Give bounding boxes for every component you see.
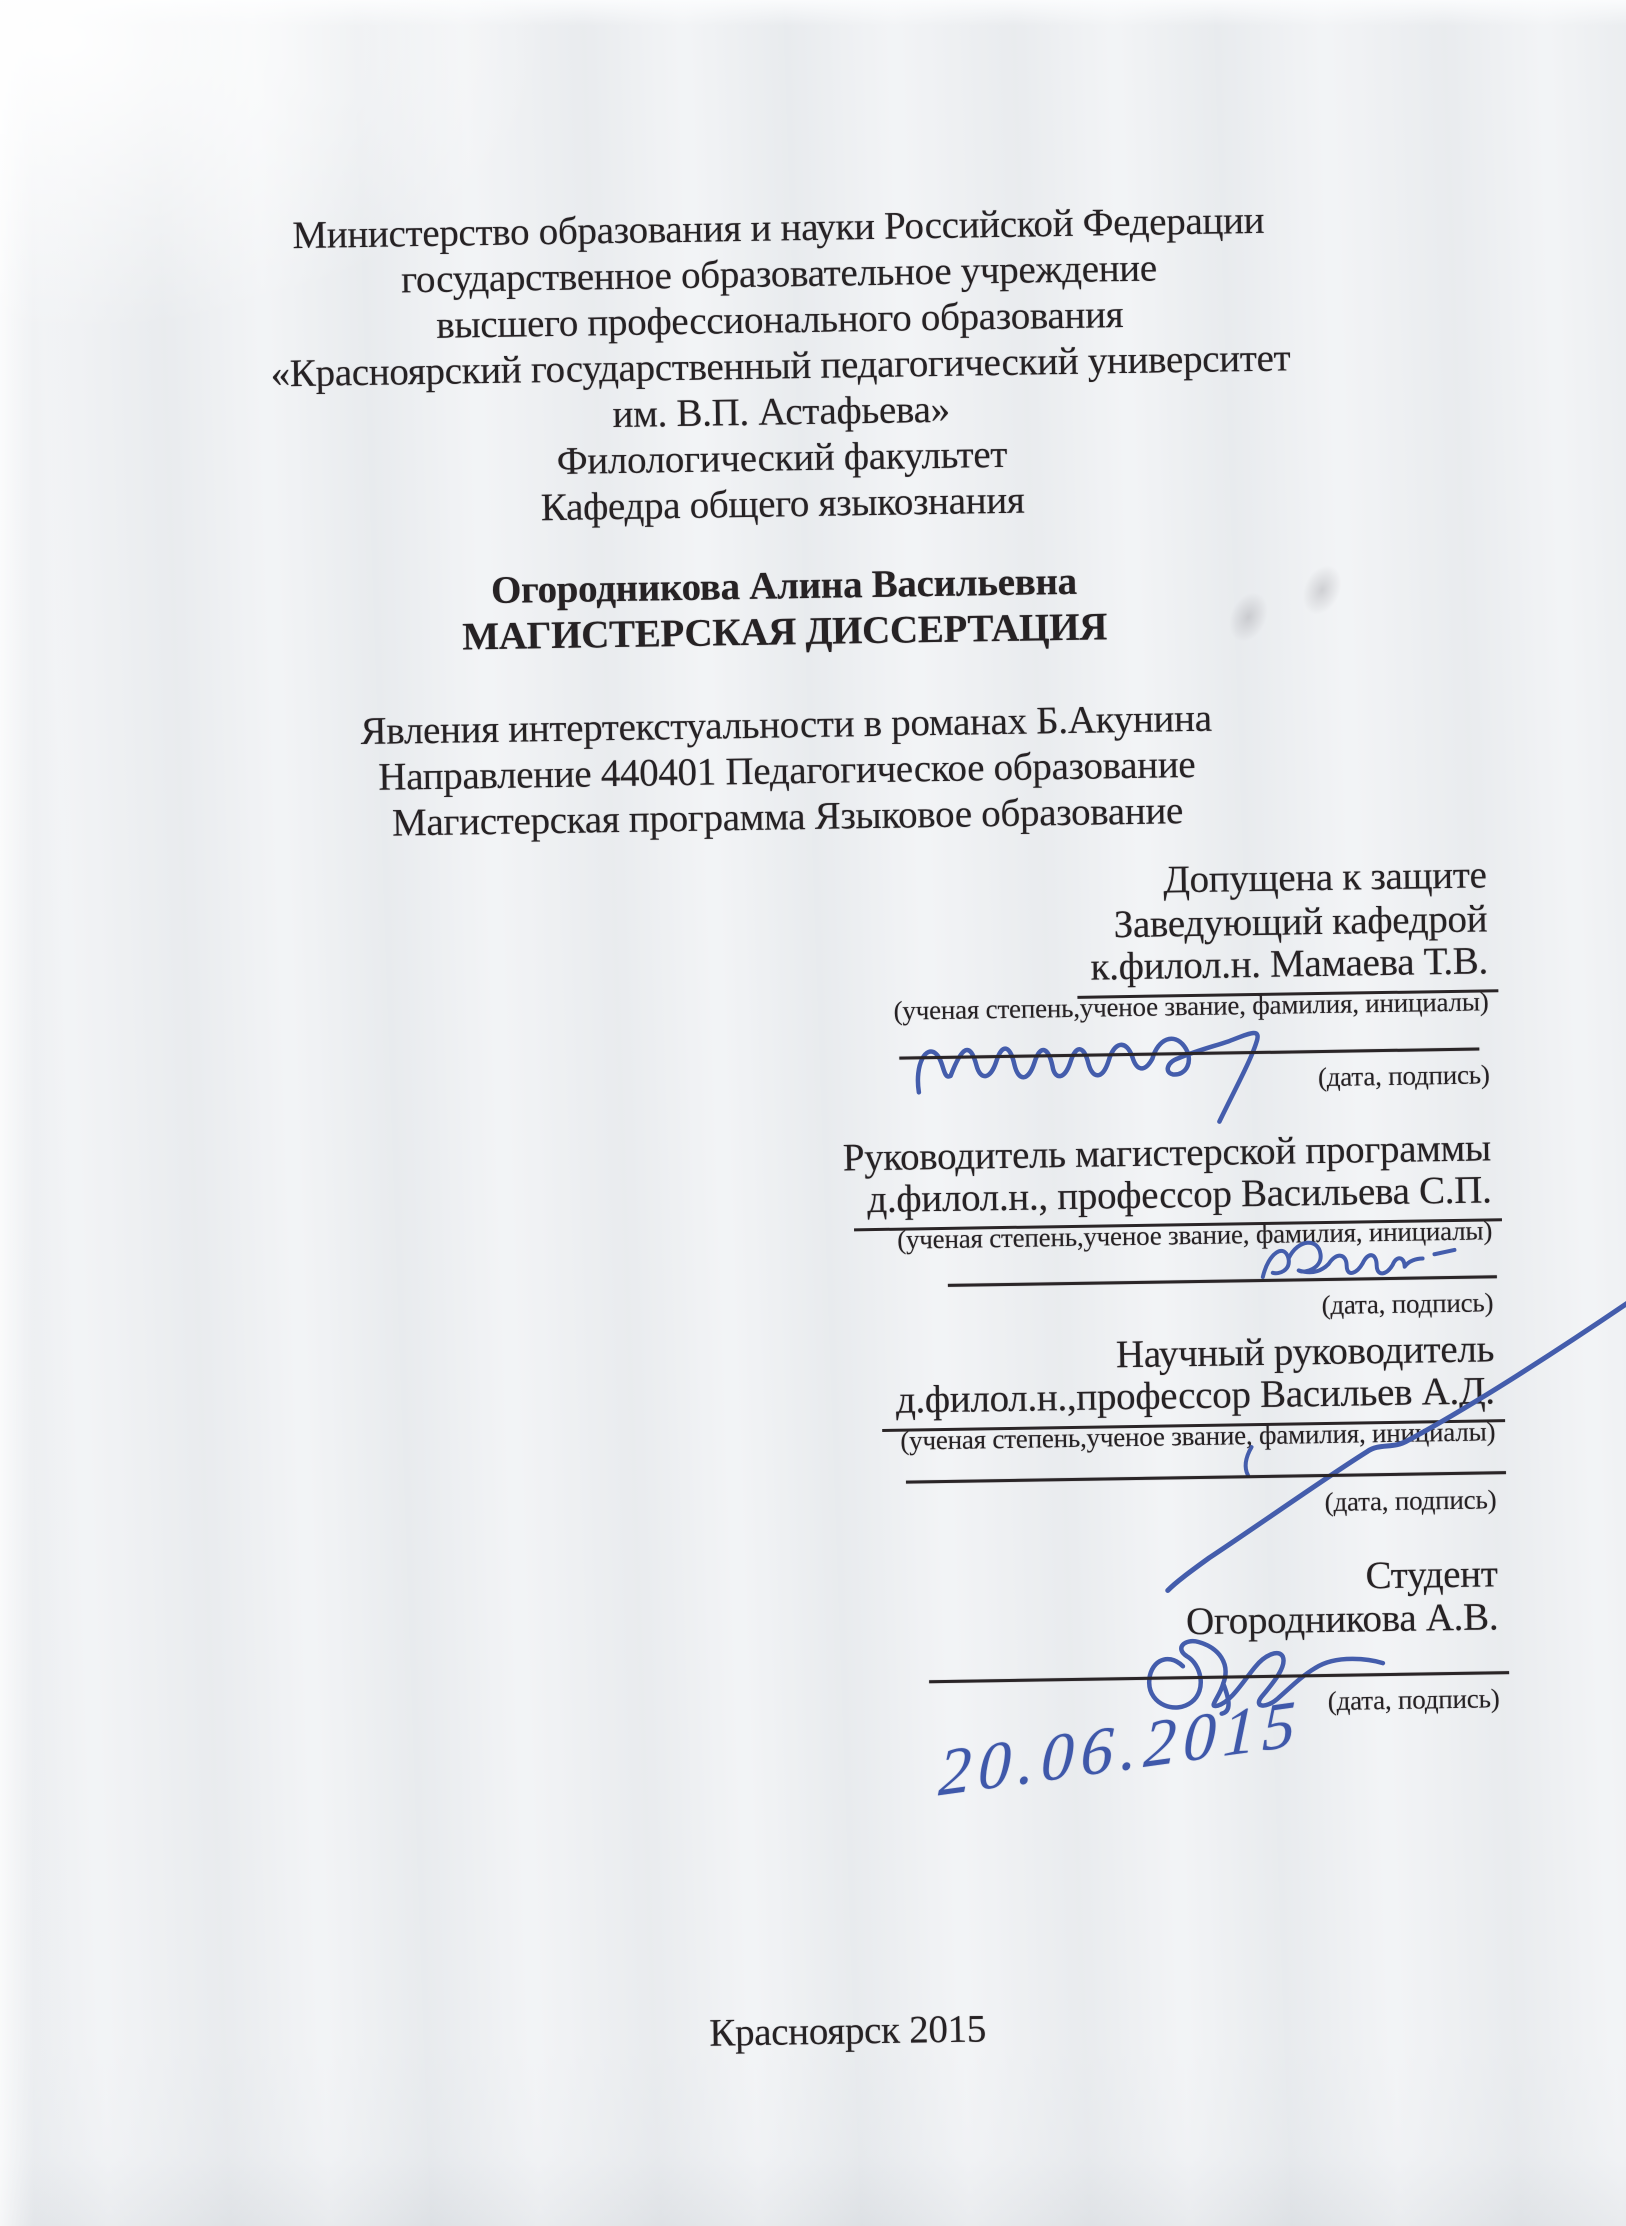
signature-vasilev-stroke xyxy=(1103,1287,1626,1595)
footer-city-year: Красноярск 2015 xyxy=(708,2007,987,2055)
work-type: МАГИСТЕРСКАЯ ДИССЕРТАЦИЯ xyxy=(461,605,1108,659)
header-line: Кафедра общего языкознания xyxy=(540,478,1025,530)
handwritten-date: 20.06.2015 xyxy=(937,1686,1304,1811)
thesis-program: Магистерская программа Языковое образование xyxy=(391,789,1184,845)
header-line: Министерство образования и науки Российской Федерации xyxy=(292,198,1265,258)
approval-role-line: Руководитель магистерской программы xyxy=(842,1126,1492,1180)
approval-role-line: Допущена к защите xyxy=(1162,853,1487,902)
approver-name-underline: д.филол.н.,профессор Васильев А.Д. xyxy=(882,1368,1506,1432)
credentials-caption: (ученая степень,ученое звание, фамилия, инициалы) xyxy=(900,1416,1496,1456)
date-sign-caption: (дата, подпись) xyxy=(1317,1059,1490,1093)
student-name: Огородникова А.В. xyxy=(1185,1595,1499,1644)
author-name: Огородникова Алина Васильевна xyxy=(490,559,1078,612)
header-line: высшего профессионального образования xyxy=(435,293,1124,347)
date-sign-caption: (дата, подпись) xyxy=(1324,1484,1497,1518)
date-sign-caption: (дата, подпись) xyxy=(1327,1683,1500,1716)
signature-mamaeva xyxy=(903,994,1305,1130)
thesis-direction: Направление 440401 Педагогическое образование xyxy=(377,742,1196,799)
approver-name-underline: д.филол.н., профессор Васильева С.П. xyxy=(853,1167,1502,1231)
thesis-title: Явления интертекстуальности в романах Б.Акунина xyxy=(360,696,1212,754)
header-line: им. В.П. Астафьева» xyxy=(612,387,951,437)
approval-role-line: Научный руководитель xyxy=(1115,1327,1495,1377)
approver-name-underline: к.филол.н. Мамаева Т.В. xyxy=(1076,938,1498,999)
date-sign-caption: (дата, подпись) xyxy=(1321,1287,1494,1321)
approval-role-line: Студент xyxy=(1365,1552,1498,1598)
header-line: «Красноярский государственный педагогический университет xyxy=(270,336,1291,396)
approval-role-line: Заведующий кафедрой xyxy=(1113,897,1488,947)
header-line: государственное образовательное учреждение xyxy=(400,246,1158,302)
credentials-caption: (ученая степень,ученое звание, фамилия, инициалы) xyxy=(896,1215,1493,1255)
header-line: Филологический факультет xyxy=(556,432,1008,483)
credentials-caption: (ученая степень,ученое звание, фамилия, инициалы) xyxy=(893,986,1489,1026)
